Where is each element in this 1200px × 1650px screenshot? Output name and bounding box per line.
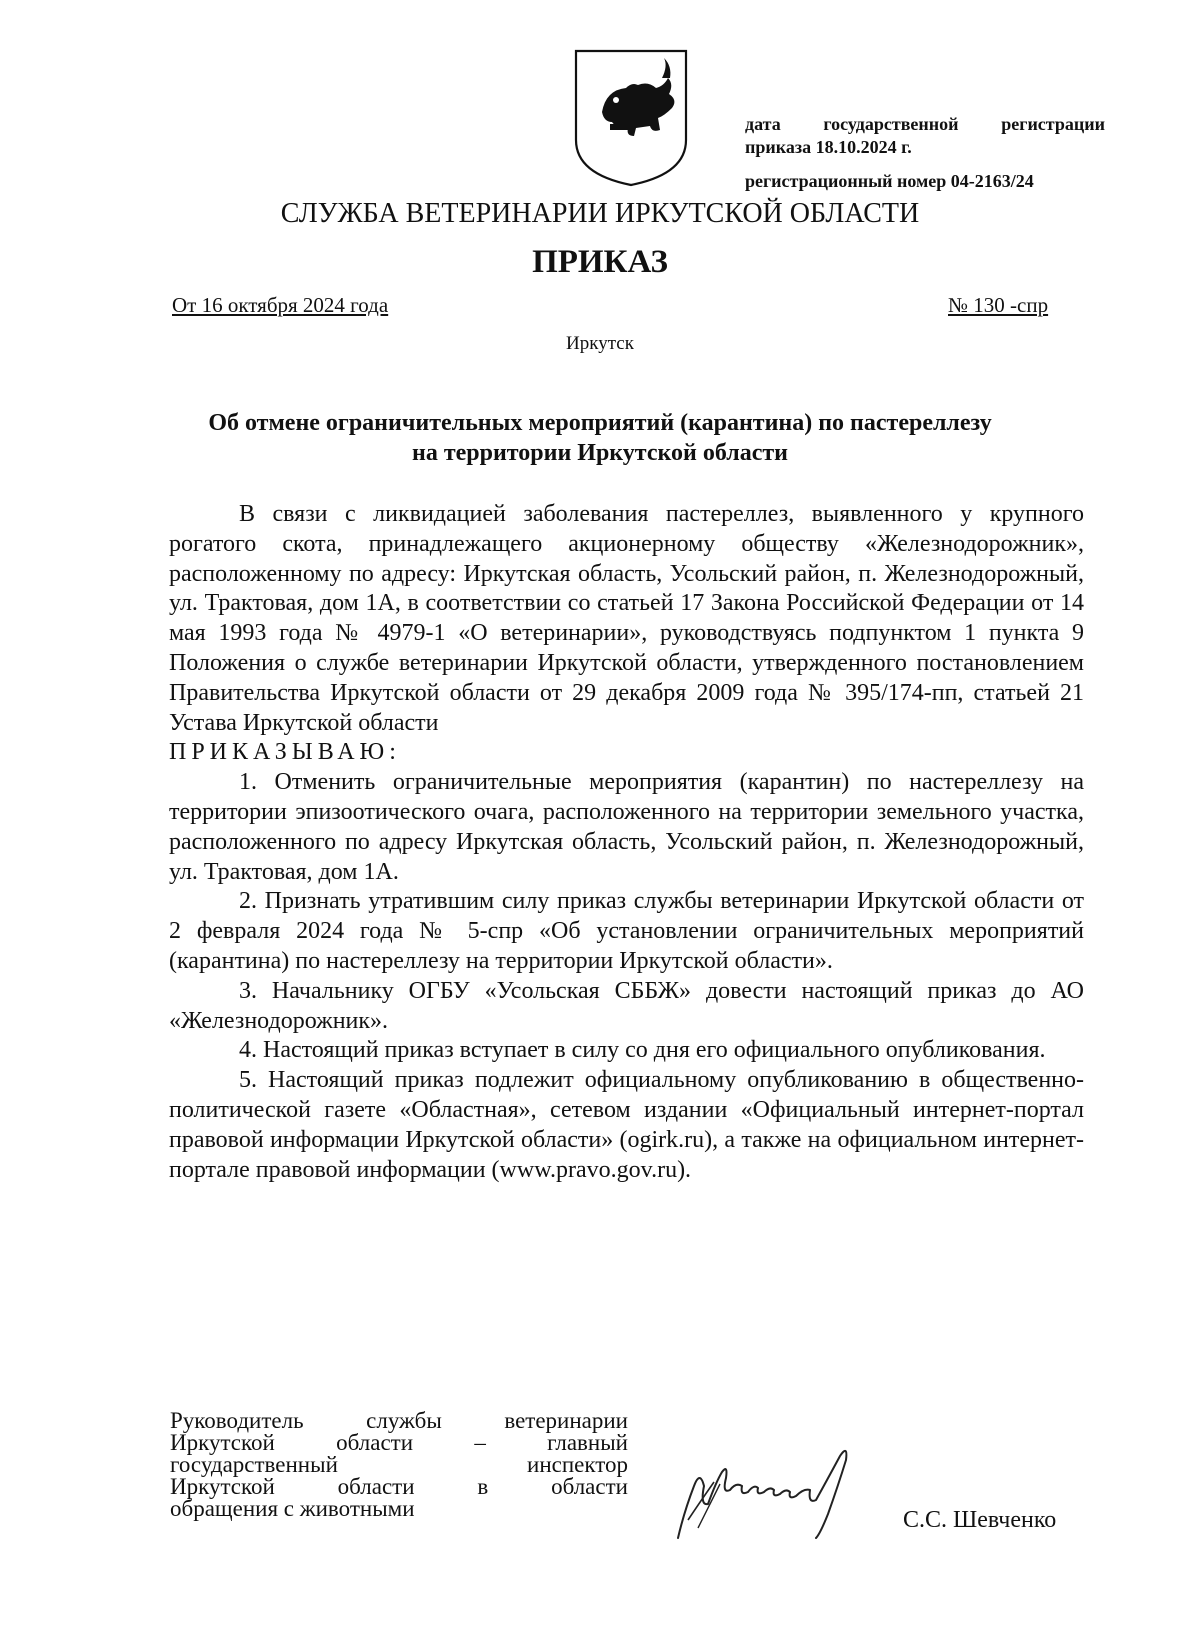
order-word: ПРИКАЗЫВАЮ: [169,739,401,766]
order-date: От 16 октября 2024 года [172,293,389,317]
position-word: в [477,1474,489,1499]
irkutsk-coat-of-arms-icon [572,48,690,188]
position-line [170,1410,628,1432]
position-word: области [336,1430,414,1455]
position-line [170,1454,628,1476]
document-title [100,408,1100,468]
registration-line-1 [745,113,1105,136]
position-word: Руководитель [170,1408,304,1433]
position-word: – [474,1430,486,1455]
handwritten-signature [670,1442,890,1542]
position-line [170,1432,628,1454]
signatory-position [170,1410,628,1520]
title-line: Об отмене ограничительных мероприятий (карантина) по пастереллезу [208,410,992,436]
position-word: службы [366,1408,442,1433]
preamble-paragraph: В связи с ликвидацией заболевания пастереллез, выявленного у крупного рогатого скота, принадлежащего акционерному обществу «Железнодорожник», расположенному по адресу: Иркутская область, Усольский район, п. Железнодорожный, ул. Трактовая, дом 1А, в соответствии со статьей 17 Закона Российской Федерации от 14 мая 1993 года № 4979-1 «О ветеринарии», руководствуясь подпунктом 1 пункта 9 Положения о службе ветеринарии Иркутской области, утвержденного постановлением Правительства Иркутской области от 29 декабря 2009 года № 395/174-пп, статьей 21 Устава Иркутской области [169,501,1084,736]
position-word: области [551,1474,628,1499]
document-type: ПРИКАЗ [532,244,668,280]
position-word: Иркутской [170,1430,275,1455]
position-word: главный [547,1430,628,1455]
position-word: области [337,1474,415,1499]
registration-info [745,113,1105,159]
position-word: Иркутской [170,1474,275,1499]
registration-word: регистрации [1001,114,1105,134]
registration-number: регистрационный номер 04-2163/24 [745,171,1034,191]
position-line [170,1476,628,1498]
position-word: государственный [170,1452,338,1477]
order-city: Иркутск [566,333,634,354]
agency-name: СЛУЖБА ВЕТЕРИНАРИИ ИРКУТСКОЙ ОБЛАСТИ [280,198,920,229]
title-line: на территории Иркутской области [412,440,788,466]
registration-word: дата [745,114,781,134]
registration-date: приказа 18.10.2024 г. [745,137,912,157]
order-item: 2. Признать утратившим силу приказ службы ветеринарии Иркутской области от 2 февраля 2024 года № 5-спр «Об установлении ограничительных мероприятий (карантина) по настереллезу на территории Иркутской области». [169,888,1084,974]
position-word: инспектор [527,1452,628,1477]
position-word: ветеринарии [504,1408,628,1433]
position-line: обращения с животными [170,1496,415,1521]
order-item: 1. Отменить ограничительные мероприятия (карантин) по настереллезу на территории эпизоотического очага, расположенного на территории земельного участка, расположенного по адресу Иркутская область, Усольский район, п. Железнодорожный, ул. Трактовая, дом 1А. [169,769,1084,885]
document-body [169,500,1084,1185]
registration-word: государственной [823,114,959,134]
signatory-name: С.С. Шевченко [903,1507,1057,1533]
order-item: 3. Начальнику ОГБУ «Усольская СББЖ» довести настоящий приказ до АО «Железнодорожник». [169,977,1084,1034]
order-number: № 130 -спр [948,293,1049,317]
order-item: 5. Настоящий приказ подлежит официальному опубликованию в общественно-политической газете «Областная», сетевом издании «Официальный интернет-портал правовой информации Иркутской области» (ogirk.ru), а также на официальном интернет-портале правовой информации (www.pravo.gov.ru). [169,1067,1084,1183]
order-item: 4. Настоящий приказ вступает в силу со дня его официального опубликования. [239,1037,1046,1064]
